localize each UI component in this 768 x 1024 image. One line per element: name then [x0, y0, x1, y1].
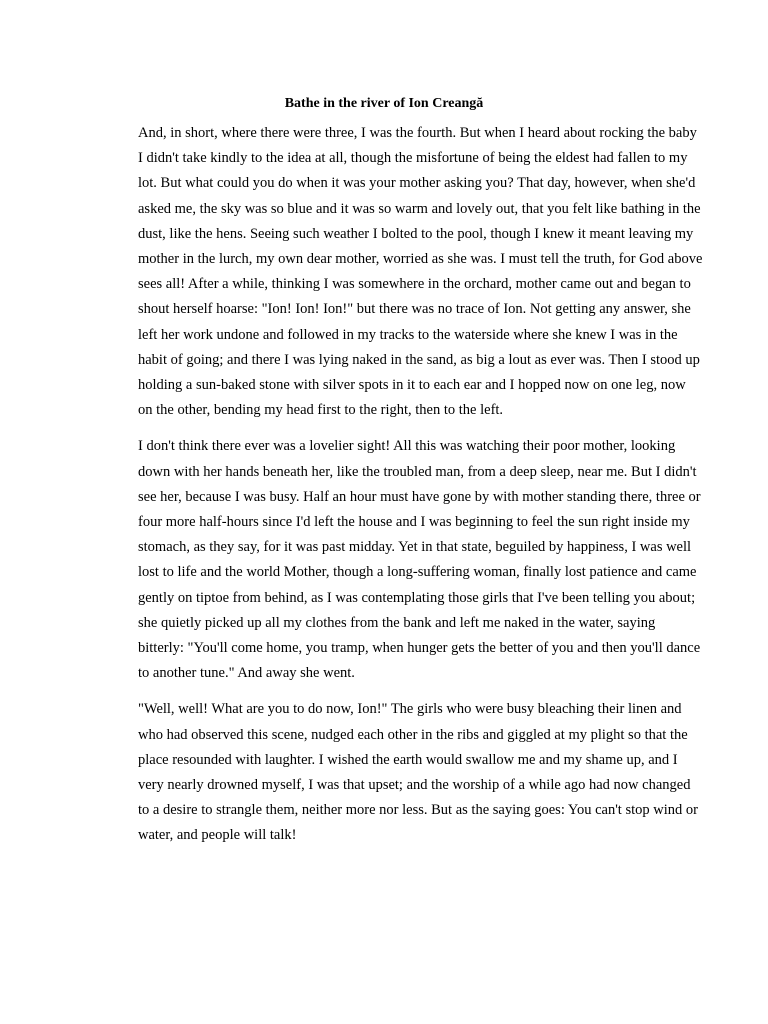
- document-body: [138, 121, 720, 860]
- paragraph-3: "Well, well! What are you to do now, Ion!" The girls who were busy bleaching their linen and who had observed this scene, nudged each other in the ribs and giggled at my plight so that the place resounded with laughter. I wished the earth would swallow me and my shame up, and I very nearly drowned myself, I was that upset; and the worship of a while ago had now changed to a desire to strangle them, neither more nor less. But as the saying goes: You can't stop wind or water, and people will talk!: [138, 701, 698, 844]
- document-title: Bathe in the river of Ion Creangă: [284, 96, 484, 111]
- paragraph-1: And, in short, where there were three, I was the fourth. But when I heard about rocking the baby I didn't take kindly to the idea at all, though the misfortune of being the eldest had fallen to my lot. But what could you do when it was your mother asking you? That day, however, when she'd asked me, the sky was so blue and it was so warm and lovely out, that you felt like bathing in the dust, like the hens. Seeing such weather I bolted to the pool, though I knew it meant leaving my mother in the lurch, my own dear mother, worried as she was. I must tell the truth, for God above sees all! After a while, thinking I was somewhere in the orchard, mother came out and began to shout herself hoarse: "Ion! Ion! Ion!" but there was no trace of Ion. Not getting any answer, she left her work undone and followed in my tracks to the waterside where she knew I was in the habit of going; and there I was lying naked in the sand, as big a lout as ever was. Then I stood up holding a sun-baked stone with silver spots in it to each ear and I hopped now on one leg, now on the other, bending my head first to the right, then to the left.: [138, 125, 703, 419]
- paragraph-2: I don't think there ever was a lovelier sight! All this was watching their poor mother, looking down with her hands beneath her, like the troubled man, from a deep sleep, near me. But I didn't see her, because I was busy. Half an hour must have gone by with mother standing there, three or four more half-hours since I'd left the house and I was beginning to feel the sun right inside my stomach, as they say, for it was past midday. Yet in that state, beguiled by happiness, I was well lost to life and the world Mother, though a long-suffering woman, finally lost patience and came gently on tiptoe from behind, as I was contemplating those girls that I've been telling you about; she quietly picked up all my clothes from the bank and left me naked in the water, saying bitterly: "You'll come home, you tramp, when hunger gets the better of you and then you'll dance to another tune." And away she went.: [138, 438, 701, 682]
